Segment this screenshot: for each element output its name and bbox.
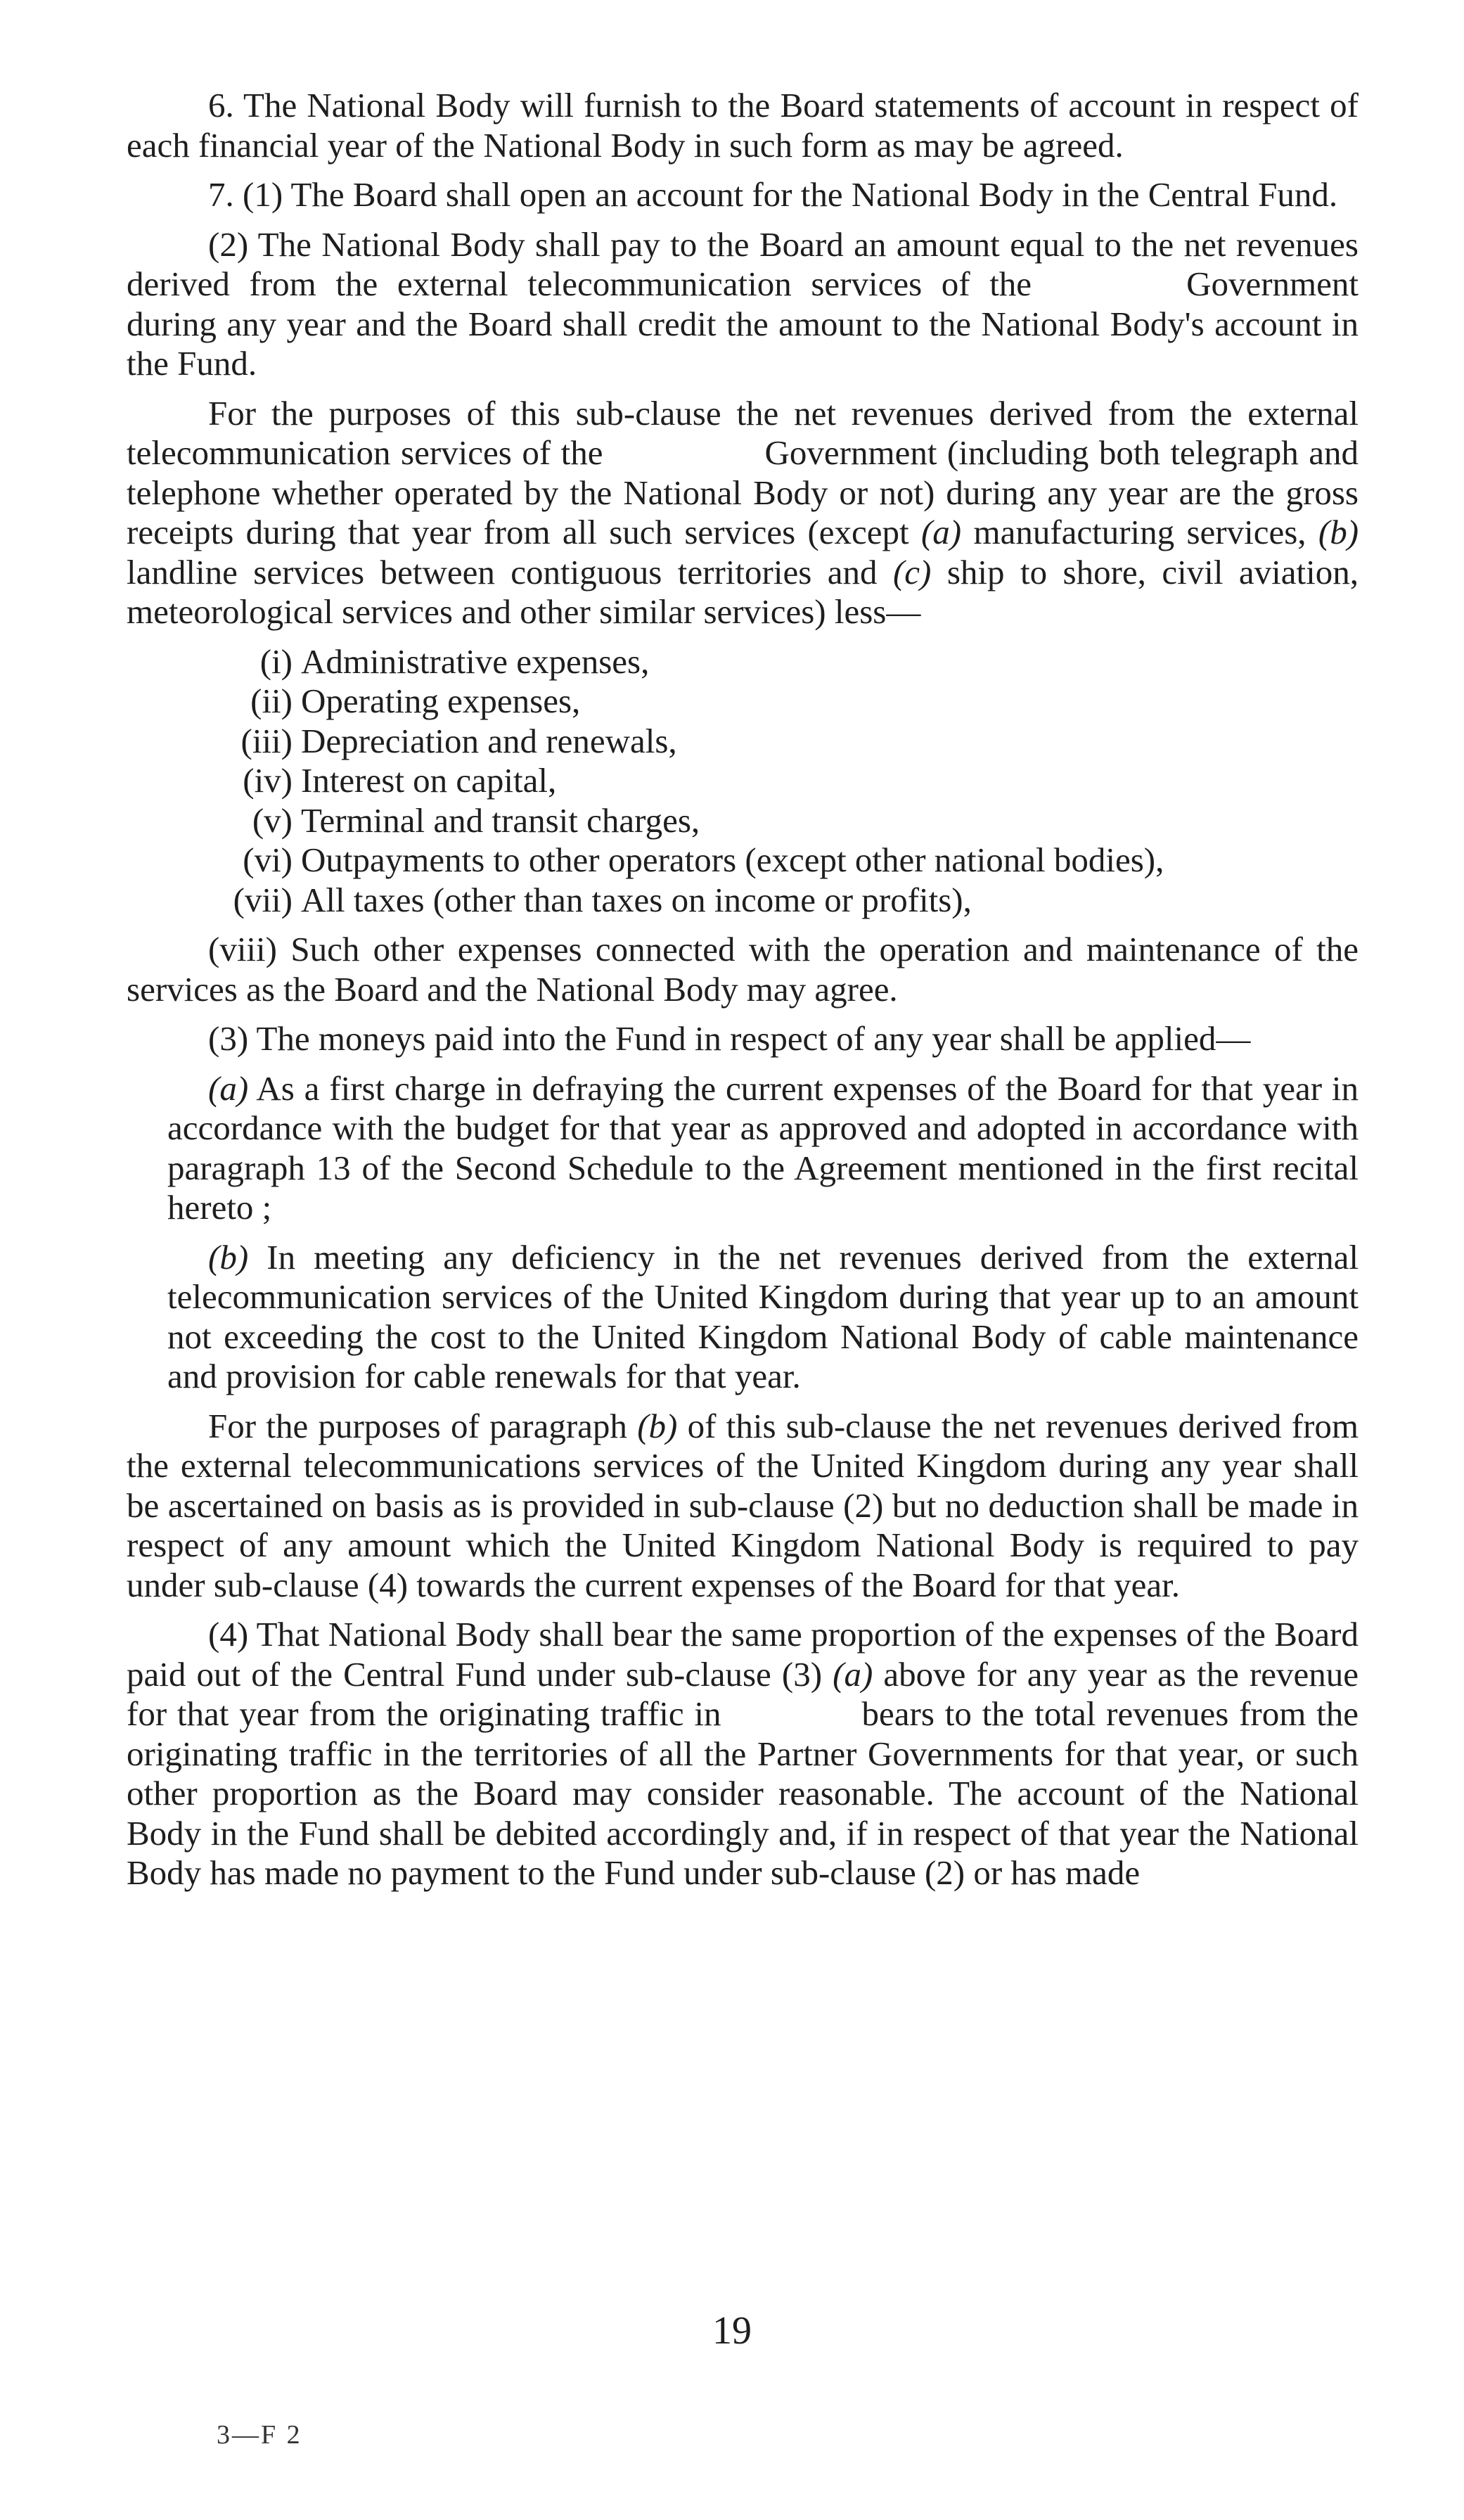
list-item [127, 722, 1359, 762]
item-viii: (viii) Such other expenses connected with the operation and maintenance of the services as the Board and the National Body may agree. [127, 930, 1359, 1009]
paragraph-7-4 [127, 1615, 1359, 1893]
purposes-part-1: For the purposes of this sub-clause the net revenues derived from the external telecommunication services of the [127, 393, 1359, 472]
list-item-text: Outpayments to other operators (except other national bodies), [301, 840, 1164, 879]
list-item [127, 881, 1359, 921]
clause-a-letter: (a) [208, 1068, 249, 1108]
paragraph-7-4-part-2: above for any year as the revenue for that year from the originating traffic in [127, 1654, 1359, 1733]
paragraph-7-2-part-2: Government during any year and the Board shall credit the amount to the National Body's account in the Fund. [127, 264, 1359, 383]
purposes2-part-1: For the purposes of paragraph [208, 1406, 627, 1445]
page-number: 19 [712, 2309, 752, 2353]
list-item-number: (vi) [243, 840, 293, 879]
paragraph-7-2 [127, 225, 1359, 384]
clause-b-letter: (b) [208, 1237, 249, 1277]
paragraph-7-2-part-1: (2) The National Body shall pay to the Board an amount equal to the net revenues derived from the external telecommunication services of the [127, 224, 1359, 303]
letter-b: (b) [1318, 513, 1359, 551]
list-item [127, 682, 1359, 722]
paragraph-7-3: (3) The moneys paid into the Fund in respect of any year shall be applied— [208, 1019, 1251, 1058]
list-item-text: Terminal and transit charges, [301, 800, 700, 840]
list-item [127, 801, 1359, 841]
list-item-number: (ii) [250, 682, 293, 720]
letter-a: (a) [920, 513, 962, 551]
signature-mark: 3—F 2 [217, 2420, 302, 2450]
purposes2-part-2: of this sub-clause the net revenues derived from the external telecommunications services of the United Kingdom during any year shall be ascertained on basis as is provided in sub-clause (2) but no deduction shall be made in respect of any amount which the United Kingdom National Body is required to pay under sub-clause (4) towards the current expenses of the Board for that year. [127, 1406, 1359, 1604]
list-item [127, 840, 1359, 881]
letter-b-ref: (b) [637, 1406, 678, 1445]
list-item-number: (v) [252, 800, 293, 840]
paragraph-6: 6. The National Body will furnish to the Board statements of account in respect of each financial year of the National Body in such form as may be agreed. [127, 86, 1359, 165]
purposes-part-2: Government (including both telegraph and telephone whether operated by the National Body or not) during any year are the gross receipts during that year from all such services (except [127, 433, 1359, 551]
list-item-number: (iii) [240, 721, 293, 760]
list-item-number: (i) [259, 641, 293, 681]
paragraph-7-4-part-1: (4) That National Body shall bear the same proportion of the expenses of the Board paid out of the Central Fund under sub-clause (3) [127, 1615, 1359, 1694]
paragraph-7-1: 7. (1) The Board shall open an account for the National Body in the Central Fund. [208, 175, 1338, 214]
purposes-paragraph-2 [127, 1407, 1359, 1606]
clause-b [127, 1238, 1359, 1397]
clause-b-text: In meeting any deficiency in the net revenues derived from the external telecommunication services of the United Kingdom during that year up to an amount not exceeding the cost to the United Kingdom National Body of cable maintenance and provision for cable renewals for that year. [167, 1237, 1359, 1395]
document-body [127, 86, 1359, 1903]
letter-a-ref: (a) [833, 1654, 873, 1694]
list-item-text: Depreciation and renewals, [301, 721, 677, 760]
list-item-number: (vii) [233, 880, 293, 919]
list-item-text: All taxes (other than taxes on income or profits), [301, 880, 972, 919]
purposes-part-4: landline services between contiguous territories and [127, 552, 878, 591]
clause-a-text: As a first charge in defraying the current expenses of the Board for that year in accordance with the budget for that year as approved and adopted in accordance with paragraph 13 of the Second Schedule to the Agreement mentioned in the first recital hereto ; [167, 1068, 1359, 1227]
list-item [127, 642, 1359, 682]
list-item [127, 761, 1359, 801]
list-item-text: Interest on capital, [301, 761, 557, 800]
expenses-list [127, 642, 1359, 921]
list-item-number: (iv) [243, 761, 293, 800]
letter-c: (c) [892, 552, 932, 591]
list-item-text: Operating expenses, [301, 682, 581, 720]
purposes-part-3: manufacturing services, [973, 513, 1306, 551]
paragraph-7-4-part-3: bears to the total revenues from the originating traffic in the territories of all the Partner Governments for that year, or such other proportion as the Board may consider reasonable. The account of the National Body in the Fund shall be debited accordingly and, if in respect of that year the National Body has made no payment to the Fund under sub-clause (2) or has made [127, 1694, 1359, 1892]
clause-a [127, 1069, 1359, 1228]
purposes-part-5: ship to shore, civil aviation, meteorological services and other similar services) less— [127, 552, 1359, 631]
list-item-text: Administrative expenses, [301, 641, 650, 681]
purposes-paragraph [127, 394, 1359, 632]
